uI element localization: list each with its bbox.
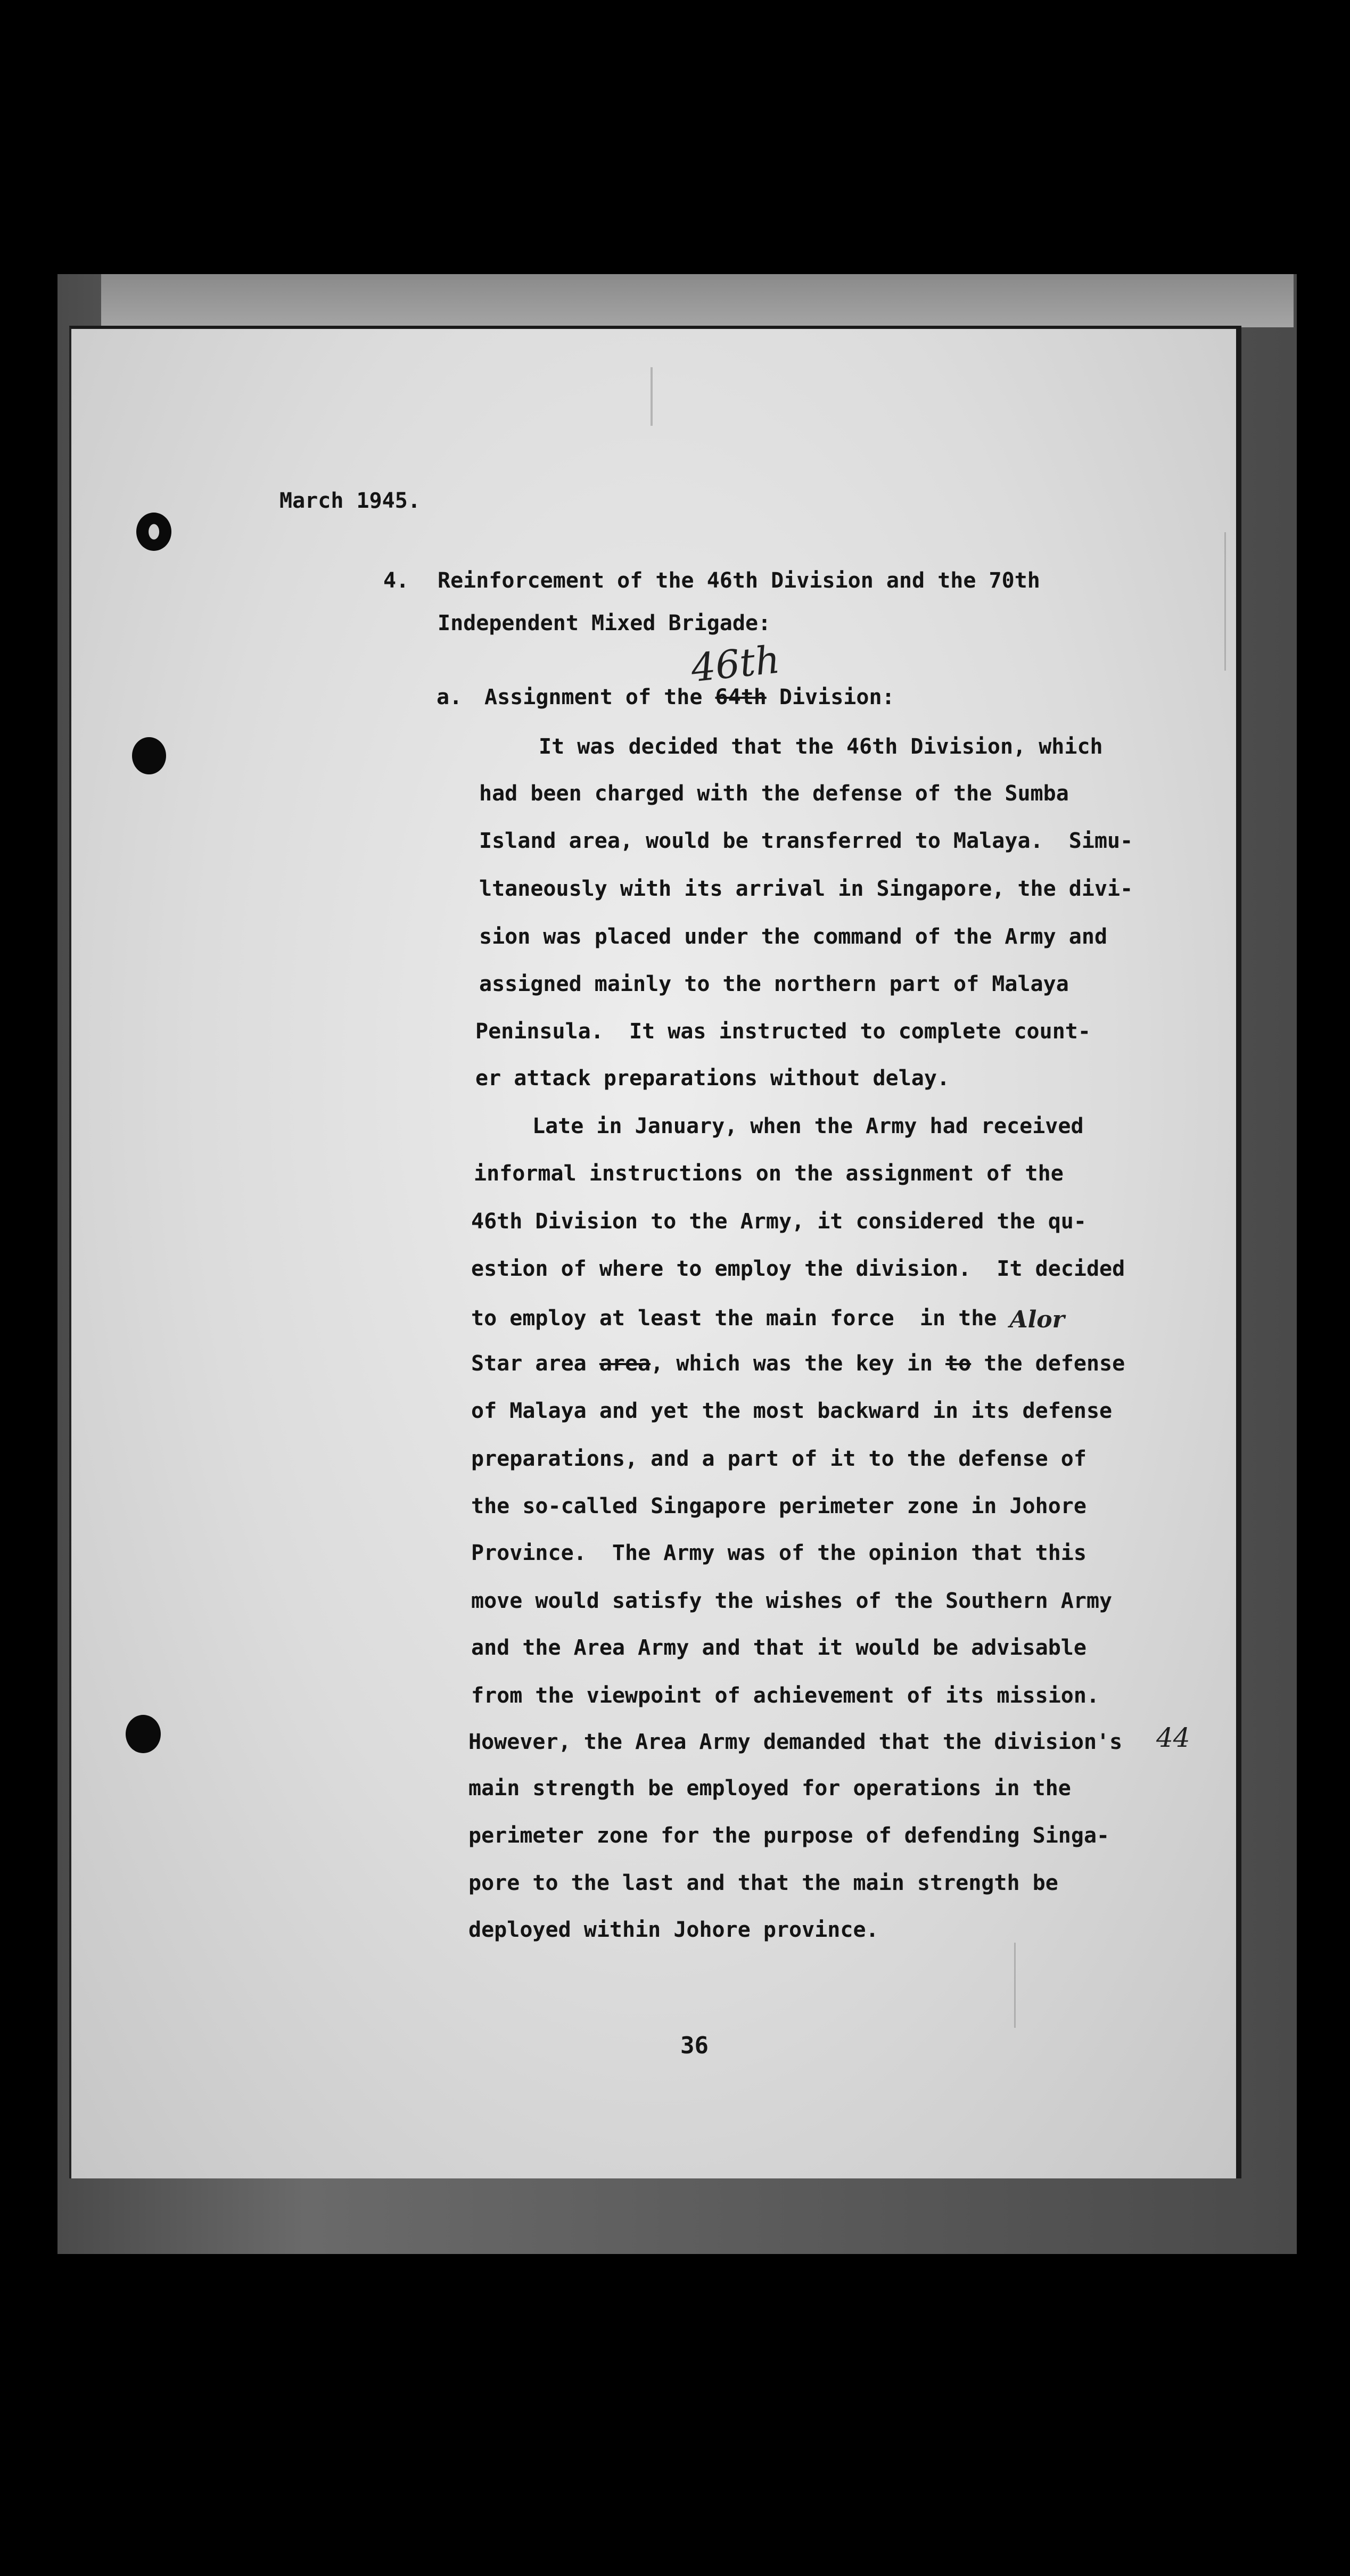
punch-hole-middle <box>132 737 166 774</box>
punch-hole-bottom <box>126 1715 161 1753</box>
paragraph1-line: ltaneously with its arrival in Singapore, the divi- <box>479 877 1133 901</box>
paragraph2-line: the so-called Singapore perimeter zone in Johore <box>471 1494 1086 1518</box>
paragraph1-line: It was decided that the 46th Division, which <box>539 734 1103 759</box>
paragraph2-line: perimeter zone for the purpose of defending Singa- <box>468 1823 1110 1848</box>
page-scratch <box>1224 532 1226 671</box>
margin-page-number: 44 <box>1156 1722 1190 1753</box>
handwritten-insert-alor: Alor <box>1009 1306 1065 1333</box>
paragraph2-line: and the Area Army and that it would be advisable <box>471 1636 1086 1660</box>
paragraph2-line: pore to the last and that the main strength be <box>468 1871 1058 1895</box>
document-page <box>69 326 1241 2178</box>
paragraph2-line: estion of where to employ the division. It decided <box>471 1257 1125 1281</box>
paragraph2-line: preparations, and a part of it to the defense of <box>471 1447 1086 1471</box>
paragraph2-line: of Malaya and yet the most backward in its defense <box>471 1399 1113 1423</box>
subsection-letter: a. <box>437 685 463 709</box>
subsection-title-prefix: Assignment of the <box>484 685 715 709</box>
film-frame-top-edge <box>101 274 1294 327</box>
handwritten-correction: 46th <box>689 637 782 691</box>
paragraph2-line5-text: to employ at least the main force in the <box>471 1306 1010 1331</box>
paragraph2-line <box>471 1351 1125 1376</box>
paragraph2-line: Late in January, when the Army had received <box>532 1114 1084 1138</box>
paragraph2-line: main strength be employed for operations in the <box>468 1776 1071 1801</box>
struck-word-to: to <box>945 1351 972 1376</box>
paragraph2-line6-part-a: Star area <box>471 1351 599 1376</box>
paragraph2-line <box>471 1304 1065 1331</box>
punch-hole-top <box>136 513 171 551</box>
paragraph2-line: However, the Area Army demanded that the division's <box>468 1730 1123 1754</box>
paragraph1-line: er attack preparations without delay. <box>475 1066 950 1091</box>
subsection-title <box>484 685 895 709</box>
subsection-title-struck: 64th <box>715 685 767 709</box>
page-scratch <box>1014 1943 1016 2028</box>
paragraph1-line: Island area, would be transferred to Malaya. Simu- <box>479 829 1133 853</box>
date-heading: March 1945. <box>279 489 421 513</box>
page-scratch <box>651 367 653 426</box>
section-title-line1: Reinforcement of the 46th Division and the 70th <box>438 568 1040 593</box>
paragraph2-line6-part-c: the defense <box>971 1351 1125 1376</box>
page-number: 36 <box>680 2032 709 2059</box>
struck-word-area: area <box>599 1351 651 1376</box>
paragraph1-line: sion was placed under the command of the Army and <box>479 924 1108 949</box>
paragraph2-line: 46th Division to the Army, it considered the qu- <box>471 1209 1086 1234</box>
paragraph2-line: from the viewpoint of achievement of its mission. <box>471 1683 1100 1708</box>
paragraph2-line: Province. The Army was of the opinion that this <box>471 1541 1086 1565</box>
subsection-title-suffix: Division: <box>766 685 895 709</box>
section-title-line2: Independent Mixed Brigade: <box>438 611 771 635</box>
paragraph2-line: move would satisfy the wishes of the Southern Army <box>471 1589 1113 1613</box>
paragraph1-line: assigned mainly to the northern part of Malaya <box>479 972 1069 996</box>
paragraph1-line: had been charged with the defense of the Sumba <box>479 781 1069 806</box>
paragraph2-line6-part-b: , which was the key in <box>651 1351 946 1376</box>
paragraph2-line: informal instructions on the assignment of the <box>474 1161 1064 1186</box>
paragraph1-line: Peninsula. It was instructed to complete count- <box>475 1019 1091 1044</box>
paragraph2-line: deployed within Johore province. <box>468 1918 879 1942</box>
section-number: 4. <box>383 568 409 593</box>
